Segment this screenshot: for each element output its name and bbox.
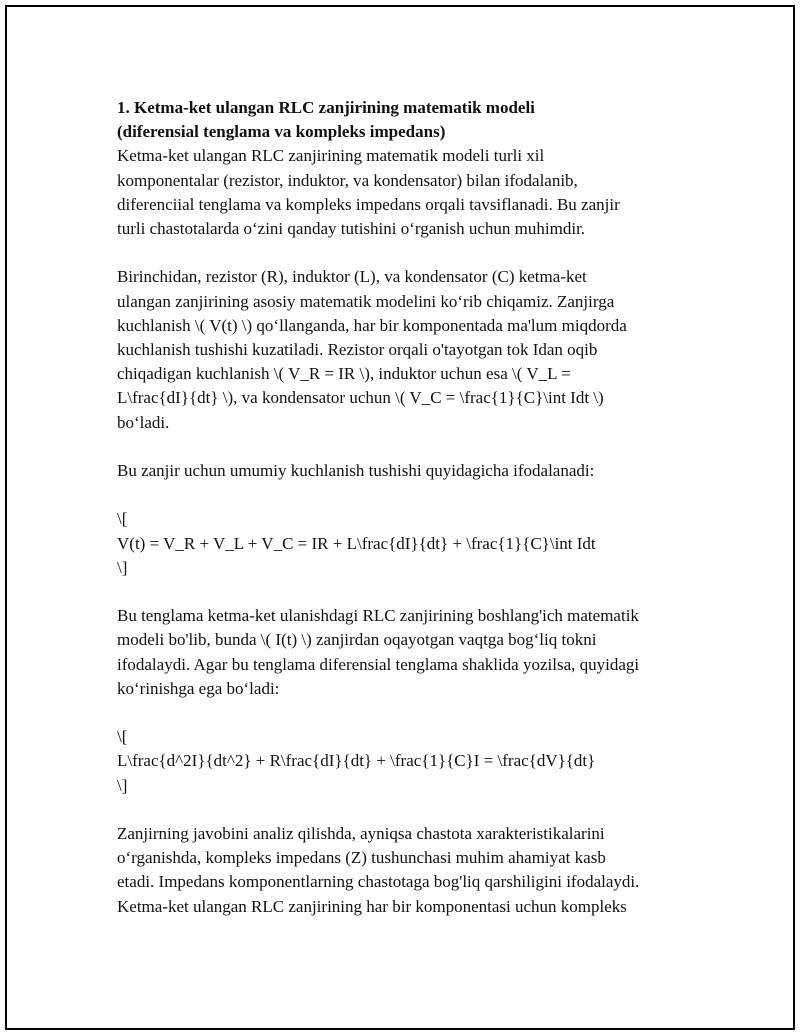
section-heading: 1. Ketma-ket ulangan RLC zanjirining matematik modeli (diferensial tenglama va kompleks impedans) — [117, 98, 535, 142]
equation-differential: \[ L\frac{d^2I}{dt^2} + R\frac{dI}{dt} + \frac{1}{C}I = \frac{dV}{dt} \] — [117, 727, 596, 795]
paragraph-total-voltage: Bu zanjir uchun umumiy kuchlanish tushishi quyidagicha ifodalanadi: — [117, 461, 595, 481]
paragraph-components: Birinchidan, rezistor (R), induktor (L), va kondensator (C) ketma-ket ulangan zanjirining asosiy matematik modelini ko‘rib chiqamiz. Zanjirga kuchlanish \( V(t) \) qo‘llanganda, har bir komponentada ma'lum miqdorda kuchlanish tushishi kuzatiladi. Rezistor orqali o'tayotgan tok Idan oqib chiqadigan kuchlanish \( V_R = IR \), induktor uchun esa \( V_L = L\frac{dI}{dt} \), va kondensator uchun \( V_C = \frac{1}{C}\int Idt \) bo‘ladi. — [117, 267, 627, 432]
equation-voltage-sum: \[ V(t) = V_R + V_L + V_C = IR + L\frac{dI}{dt} + \frac{1}{C}\int Idt \] — [117, 509, 596, 577]
paragraph-impedance: Zanjirning javobini analiz qilishda, ayniqsa chastota xarakteristikalarini o‘rganishda, kompleks impedans (Z) tushunchasi muhim ahamiyat kasb etadi. Impedans komponentlarning chastotaga bog'liq qarshiligini ifodalaydi. Ketma-ket ulangan RLC zanjirining har bir komponentasi uchun kompleks — [117, 824, 640, 916]
paragraph-intro: Ketma-ket ulangan RLC zanjirining matematik modeli turli xil komponentalar (rezistor, induktor, va kondensator) bilan ifodalanib, diferenciial tenglama va kompleks impedans orqali tavsiflanadi. Bu zanjir turli chastotalarda o‘zini qanday tutishini o‘rganish uchun muhimdir. — [117, 146, 620, 239]
paragraph-initial-model: Bu tenglama ketma-ket ulanishdagi RLC zanjirining boshlang'ich matematik modeli bo'lib, bunda \( I(t) \) zanjirdan oqayotgan vaqtga bog‘liq tokni ifodalaydi. Agar bu tenglama diferensial tenglama shaklida yozilsa, quyidagi ko‘rinishga ega bo‘ladi: — [117, 606, 640, 698]
document-body — [117, 96, 697, 919]
